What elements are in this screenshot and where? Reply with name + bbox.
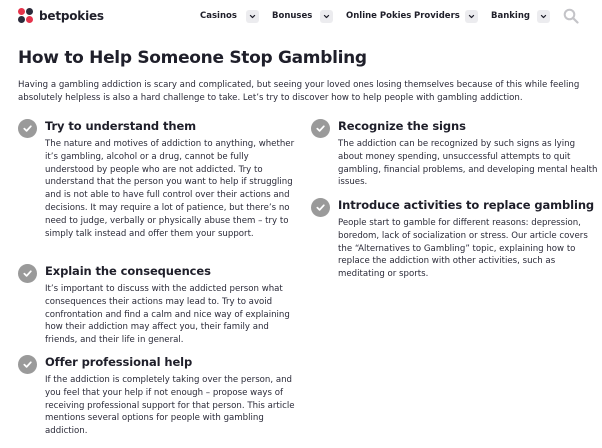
section-title: Try to understand them bbox=[45, 119, 197, 133]
chevron-down-icon[interactable] bbox=[246, 10, 259, 23]
section-replace-activities bbox=[311, 198, 596, 283]
chevron-down-icon[interactable] bbox=[320, 10, 333, 23]
nav-item-bonuses[interactable] bbox=[272, 8, 312, 24]
search-icon[interactable] bbox=[563, 8, 579, 24]
logo[interactable] bbox=[18, 8, 104, 24]
site-header bbox=[0, 0, 602, 32]
logo-text: betpokies bbox=[39, 9, 104, 23]
page-title: How to Help Someone Stop Gambling bbox=[18, 48, 367, 68]
nav-label-banking: Banking bbox=[491, 11, 530, 21]
section-body: The addiction can be recognized by such signs as lying about money spending, unsuccessful attempts to quit gambling, financial problems, and developing mental health issues. bbox=[338, 139, 598, 188]
nav-item-casinos[interactable] bbox=[200, 8, 237, 24]
section-title: Recognize the signs bbox=[338, 119, 466, 133]
nav-item-online-pokies[interactable] bbox=[346, 8, 411, 24]
check-icon bbox=[311, 119, 330, 138]
intro-paragraph: Having a gambling addiction is scary and complicated, but seeing your loved ones losing themselves because of this while feeling absolutely helpless is also a hard challenge to take. Let’s try to discover how to help people with gambling addiction. bbox=[18, 80, 580, 103]
check-icon bbox=[18, 355, 37, 374]
check-icon bbox=[18, 119, 37, 138]
section-body: People start to gamble for different reasons: depression, boredom, lack of socialization or stress. Our article covers the “Alternatives to Gambling” topic, explaining how to replace the addiction with other activities, such as meditating or sports. bbox=[338, 218, 588, 280]
section-consequences bbox=[18, 264, 298, 349]
logo-icon bbox=[18, 8, 34, 24]
nav-label-online-pokies: Online Pokies bbox=[346, 11, 412, 21]
section-professional-help bbox=[18, 355, 298, 445]
section-body: The nature and motives of addiction to anything, whether it’s gambling, alcohol or a drug, cannot be fully understood by people who are not addicted. Try to understand that the person you want to help if struggling and is not able to have full control over their actions and decisions. It may require a lot of patience, but there’s no need to judge, verbally or physically abuse them – try to simply talk instead and offer them your support. bbox=[45, 139, 295, 239]
check-icon bbox=[311, 198, 330, 217]
section-body: If the addiction is completely taking over the person, and you feel that your help if not enough – propose ways of receiving professional support for that person. This article mentions several options for people with gambling addiction. bbox=[45, 375, 295, 437]
chevron-down-icon[interactable] bbox=[465, 10, 478, 23]
nav-item-banking[interactable] bbox=[491, 8, 530, 24]
chevron-down-icon[interactable] bbox=[537, 10, 550, 23]
section-body: It’s important to discuss with the addicted person what consequences their actions may lead to. Try to avoid confrontation and find a calm and nice way of explaining how their addiction may affect you, their family and friends, and their life in general. bbox=[45, 284, 290, 346]
section-recognize-signs bbox=[311, 119, 596, 189]
nav-label-bonuses: Bonuses bbox=[272, 11, 313, 21]
nav-label-casinos: Casinos bbox=[200, 11, 237, 21]
section-understand bbox=[18, 119, 298, 259]
check-icon bbox=[18, 264, 37, 283]
section-title: Explain the consequences bbox=[45, 264, 211, 278]
nav-item-providers[interactable] bbox=[414, 8, 460, 24]
section-title: Offer professional help bbox=[45, 355, 193, 369]
nav-label-providers: Providers bbox=[414, 11, 460, 21]
section-title: Introduce activities to replace gambling bbox=[338, 198, 595, 212]
